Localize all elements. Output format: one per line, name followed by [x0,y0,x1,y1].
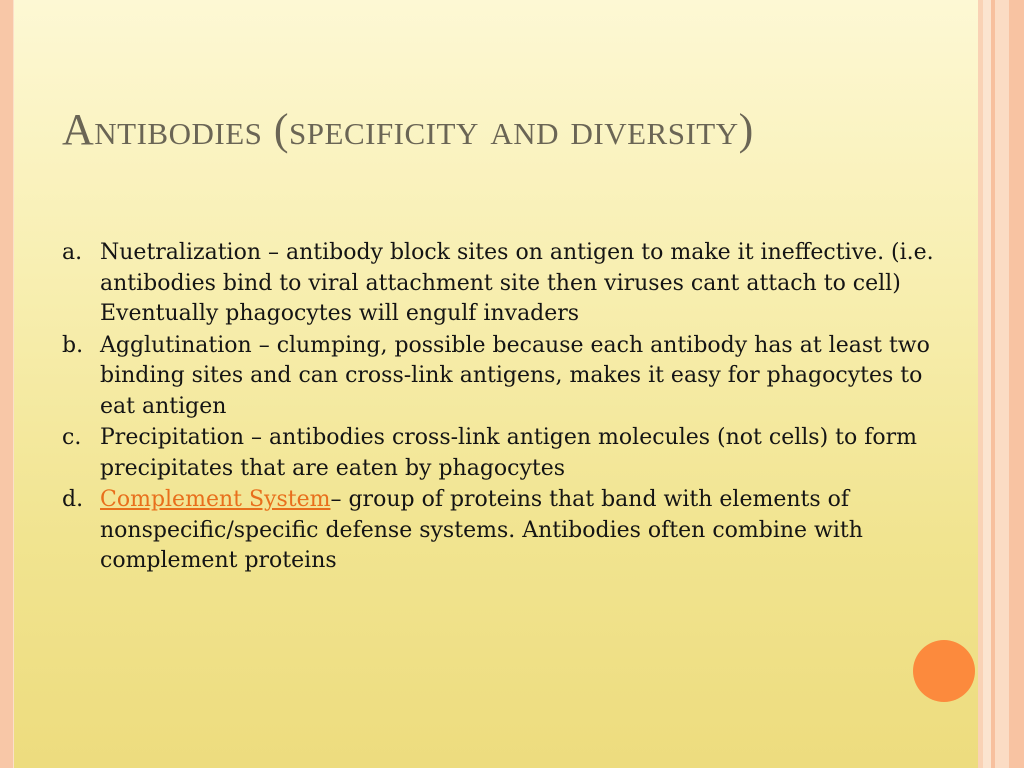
decorative-orange-circle [913,640,975,702]
list-item-text: Agglutination – clumping, possible because each antibody has at least two binding sites and can cross-link antigens, makes it easy for phagocytes to eat antigen [100,332,930,419]
list-item-text: Precipitation – antibodies cross-link antigen molecules (not cells) to form precipitates that are eaten by phagocytes [100,425,917,481]
slide-content-list [62,238,962,578]
left-decorative-stripe [0,0,14,768]
list-item-text: – group of proteins that band with elements of nonspecific/specific defense systems. Antibodies often combine with complement proteins [100,487,863,573]
list-item-agglutination [62,331,962,423]
complement-system-link[interactable]: Complement System [100,487,331,512]
right-stripe-3 [991,0,995,768]
list-item-text: Nuetralization – antibody block sites on antigen to make it ineffective. (i.e. antibodies bind to viral attachment site then viruses cant attach to cell) Eventually phagocytes will engulf invaders [100,240,934,326]
slide-title: Antibodies (specificity and diversity) [62,105,754,154]
right-stripe-4 [995,0,1009,768]
list-item-neutralization [62,238,962,330]
list-item-complement-system [62,485,962,577]
list-marker: a. [62,240,83,265]
list-marker: c. [62,425,82,450]
list-item-precipitation [62,423,962,484]
right-stripe-2 [983,0,991,768]
right-stripe-1 [978,0,983,768]
list-marker: b. [62,332,84,358]
list-marker: d. [62,487,84,512]
right-stripe-5 [1009,0,1024,768]
right-decorative-stripes [978,0,1024,768]
